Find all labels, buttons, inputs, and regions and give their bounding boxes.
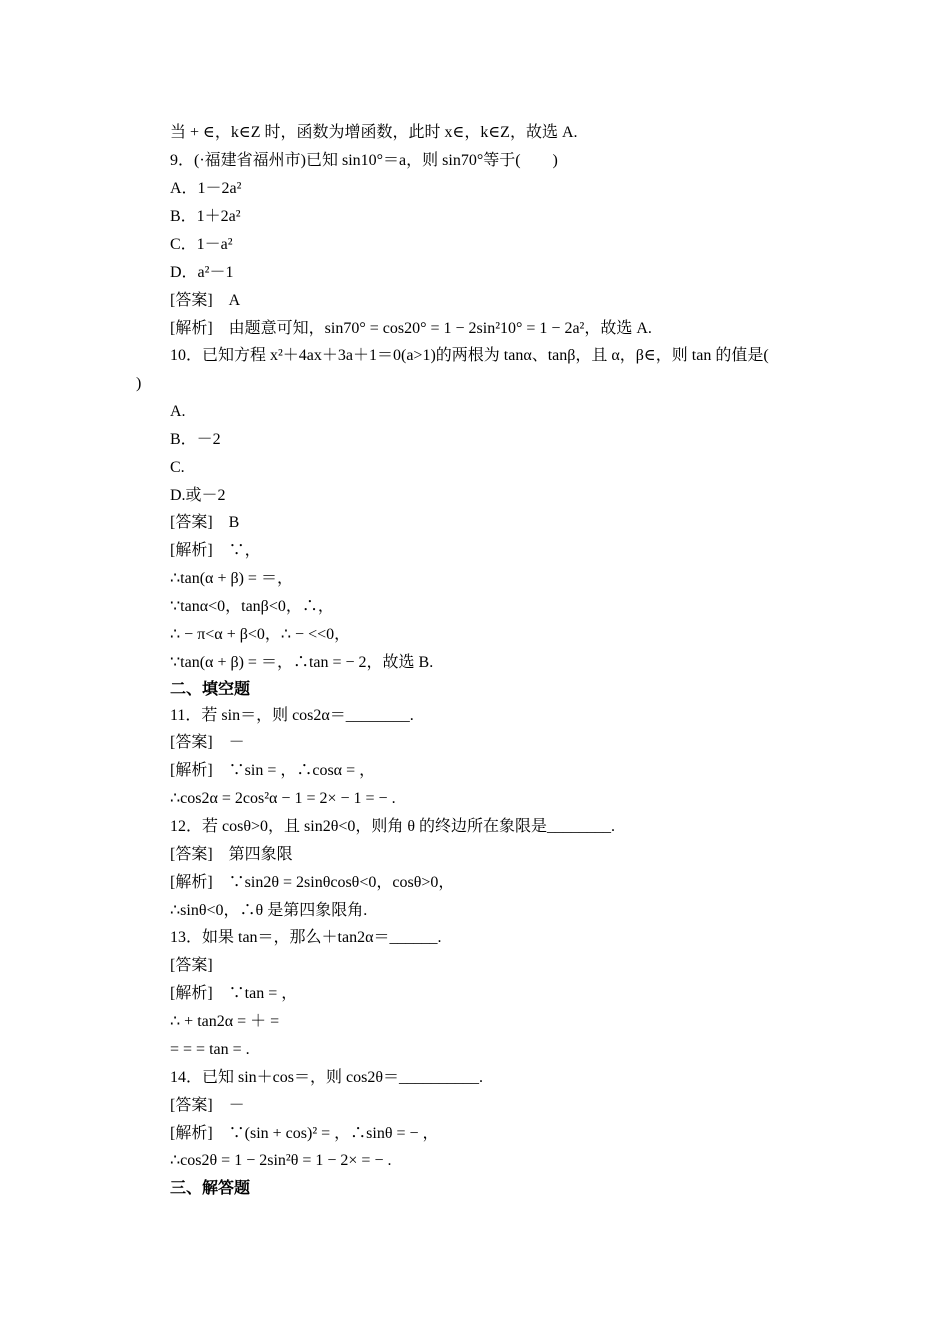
option-c: C．1－a² — [170, 236, 233, 253]
analysis-step: ∴sinθ<0，∴θ 是第四象限角. — [170, 902, 368, 919]
analysis-line: [解析] ∵tan = ， — [170, 985, 298, 1002]
analysis-step: ∵tan(α + β) = ＝，∴tan = − 2，故选 B. — [170, 654, 434, 671]
option-b: B．－2 — [170, 431, 221, 448]
analysis-step: ∵tanα<0，tanβ<0，∴， — [170, 598, 334, 615]
analysis-step: ∴tan(α + β) = ＝， — [170, 570, 293, 587]
analysis-line: [解析] ∵， — [170, 542, 261, 559]
question-10: 10．已知方程 x²＋4ax＋3a＋1＝0(a>1)的两根为 tanα、tanβ，且 α，β∈，则 tan 的值是( — [170, 347, 769, 364]
question-9: 9．(·福建省福州市)已知 sin10°＝a，则 sin70°等于( ) — [170, 152, 558, 169]
question-12: 12．若 cosθ>0，且 sin2θ<0，则角 θ 的终边所在象限是________. — [170, 818, 616, 835]
option-b: B．1＋2a² — [170, 208, 241, 225]
option-a: A．1－2a² — [170, 180, 242, 197]
option-d: D.或－2 — [170, 487, 226, 504]
section-heading-solutions: 三、解答题 — [170, 1180, 251, 1197]
answer-line: [答案] － — [170, 734, 245, 751]
question-13: 13．如果 tan＝，那么＋tan2α＝______. — [170, 929, 442, 946]
analysis-line: [解析] 由题意可知，sin70° = cos20° = 1 − 2sin²10° = 1 − 2a²，故选 A. — [170, 320, 652, 337]
answer-line: [答案] － — [170, 1097, 245, 1114]
analysis-step: ∴cos2θ = 1 − 2sin²θ = 1 − 2× = − . — [170, 1152, 392, 1169]
answer-line: [答案] 第四象限 — [170, 846, 293, 863]
analysis-line: [解析] ∵sin2θ = 2sinθcosθ<0，cosθ>0， — [170, 874, 455, 891]
text-line: 当 + ∈，k∈Z 时，函数为增函数，此时 x∈，k∈Z，故选 A. — [170, 124, 578, 141]
option-a: A. — [170, 403, 186, 420]
answer-line: [答案] — [170, 957, 213, 974]
analysis-step: ∴ + tan2α = ＋ = — [170, 1013, 280, 1030]
analysis-step: ∴ − π<α + β<0，∴ − <<0， — [170, 626, 351, 643]
answer-line: [答案] B — [170, 514, 240, 531]
question-10-continued: ) — [136, 375, 142, 392]
answer-line: [答案] A — [170, 292, 241, 309]
analysis-line: [解析] ∵(sin + cos)² = ，∴sinθ = − ， — [170, 1125, 439, 1142]
analysis-line: [解析] ∵sin = ，∴cosα = ， — [170, 762, 376, 779]
analysis-step: = = = tan = . — [170, 1041, 250, 1058]
section-heading-fill-in: 二、填空题 — [170, 681, 251, 698]
option-c: C. — [170, 459, 185, 476]
option-d: D．a²－1 — [170, 264, 234, 281]
question-11: 11．若 sin＝，则 cos2α＝________. — [170, 707, 414, 724]
question-14: 14．已知 sin＋cos＝，则 cos2θ＝__________. — [170, 1069, 483, 1086]
analysis-step: ∴cos2α = 2cos²α − 1 = 2× − 1 = − . — [170, 790, 396, 807]
